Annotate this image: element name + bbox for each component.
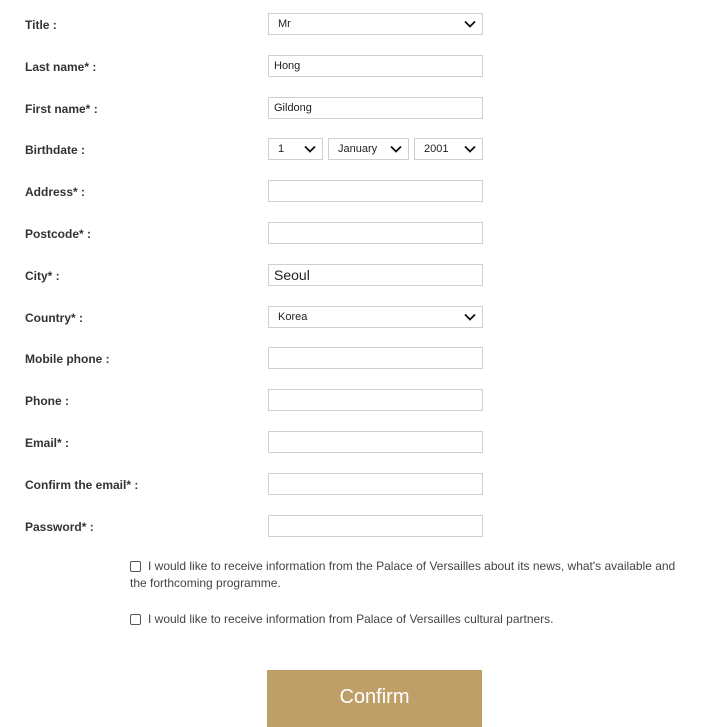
- country-row: [0, 306, 708, 330]
- address-label: Address* :: [25, 185, 86, 199]
- partners-consent-text: I would like to receive information from Palace of Versailles cultural partners.: [148, 612, 554, 626]
- birthdate-row: [0, 138, 708, 162]
- phone-row: [0, 389, 708, 413]
- news-consent: [0, 558, 708, 594]
- city-value: Seoul: [274, 267, 310, 283]
- birth-year-select[interactable]: [414, 138, 483, 160]
- address-row: [0, 180, 708, 204]
- birth-year-value: 2001: [424, 143, 449, 155]
- chevron-down-icon: [464, 145, 476, 153]
- first-name-label: First name* :: [25, 102, 98, 116]
- title-select[interactable]: [268, 13, 483, 35]
- news-consent-checkbox[interactable]: [130, 561, 141, 572]
- confirm-email-row: [0, 473, 708, 497]
- first-name-row: [0, 97, 708, 121]
- birth-day-value: 1: [278, 143, 285, 155]
- last-name-input[interactable]: [268, 55, 483, 77]
- confirm-button[interactable]: Confirm: [267, 670, 482, 727]
- chevron-down-icon: [390, 145, 402, 153]
- confirm-email-input[interactable]: [268, 473, 483, 495]
- country-select-value: Korea: [278, 311, 308, 323]
- password-input[interactable]: [268, 515, 483, 537]
- city-label: City* :: [25, 269, 60, 283]
- birth-month-select[interactable]: [328, 138, 409, 160]
- partners-consent-checkbox[interactable]: [130, 614, 141, 625]
- password-label: Password* :: [25, 520, 94, 534]
- city-row: [0, 264, 708, 288]
- mobile-phone-input[interactable]: [268, 347, 483, 369]
- chevron-down-icon: [464, 20, 476, 28]
- birth-month-value: January: [338, 143, 378, 155]
- chevron-down-icon: [464, 313, 476, 321]
- chevron-down-icon: [304, 145, 316, 153]
- first-name-value: Gildong: [274, 102, 312, 114]
- email-input[interactable]: [268, 431, 483, 453]
- mobile-phone-label: Mobile phone :: [25, 352, 110, 366]
- postcode-row: [0, 222, 708, 246]
- address-input[interactable]: [268, 180, 483, 202]
- phone-label: Phone :: [25, 394, 69, 408]
- title-label: Title :: [25, 18, 57, 32]
- last-name-label: Last name* :: [25, 60, 97, 74]
- news-consent-line1: I would like to receive information from the Palace of Versailles about its news, what's available and: [148, 559, 676, 573]
- confirm-email-label: Confirm the email* :: [25, 478, 139, 492]
- email-row: [0, 431, 708, 455]
- partners-consent: [0, 611, 708, 629]
- first-name-input[interactable]: [268, 97, 483, 119]
- postcode-input[interactable]: [268, 222, 483, 244]
- title-row: [0, 13, 708, 37]
- birth-day-select[interactable]: [268, 138, 323, 160]
- country-label: Country* :: [25, 311, 83, 325]
- title-select-value: Mr: [278, 18, 291, 30]
- phone-input[interactable]: [268, 389, 483, 411]
- news-consent-line2: the forthcoming programme.: [130, 576, 281, 590]
- birthdate-label: Birthdate :: [25, 143, 85, 157]
- postcode-label: Postcode* :: [25, 227, 92, 241]
- email-label: Email* :: [25, 436, 70, 450]
- country-select[interactable]: [268, 306, 483, 328]
- password-row: [0, 515, 708, 539]
- city-input[interactable]: [268, 264, 483, 286]
- mobile-phone-row: [0, 347, 708, 371]
- last-name-value: Hong: [274, 60, 301, 72]
- last-name-row: [0, 55, 708, 79]
